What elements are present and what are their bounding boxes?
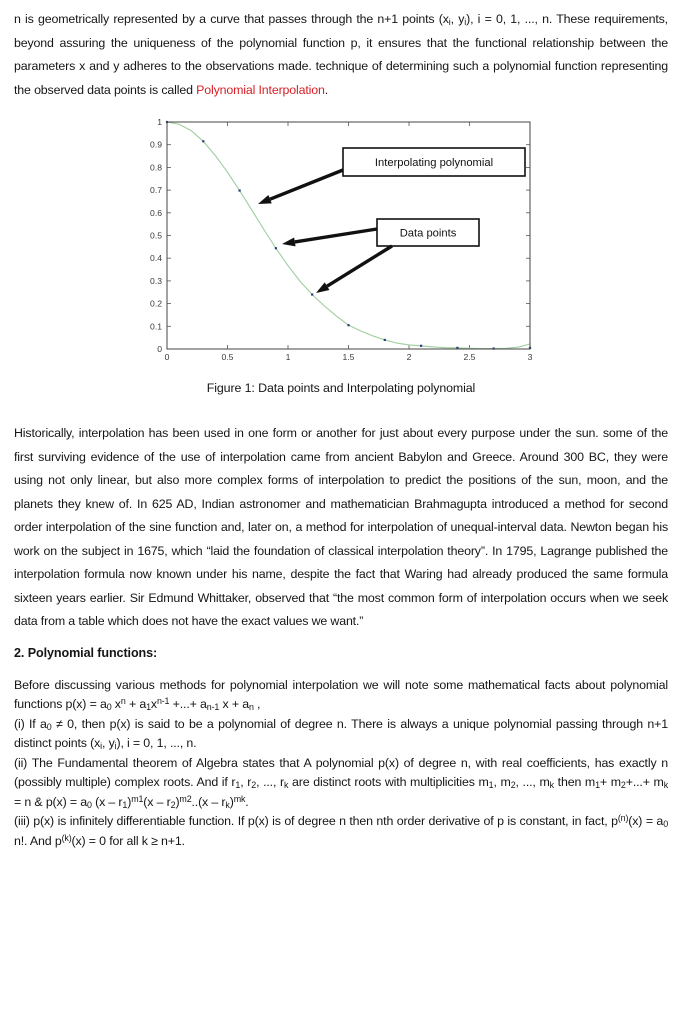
y-tick-label: 0.4 bbox=[150, 253, 162, 264]
figure-caption: Figure 1: Data points and Interpolating polynomial bbox=[206, 381, 476, 395]
y-tick-label: 0 bbox=[157, 344, 162, 354]
data-point-marker bbox=[202, 140, 204, 142]
data-point-marker bbox=[420, 345, 422, 347]
fact-i-paragraph: (i) If $a_0 \ne 0$, then p(x) is said to be a polynomial of degree n. There is always a unique polynomial passing through n+1 distinct points ($x_i$, $y_i$), i = 0, 1, ..., n. bbox=[14, 716, 669, 751]
x-tick-label: 3 bbox=[527, 352, 533, 362]
data-point-marker bbox=[384, 339, 386, 341]
data-point-marker bbox=[239, 189, 241, 191]
x-tick-label: 0.5 bbox=[221, 352, 234, 362]
data-point-marker bbox=[347, 324, 349, 326]
y-tick-label: 0.7 bbox=[150, 185, 162, 196]
data-point-marker bbox=[311, 293, 313, 295]
y-tick-label: 0.6 bbox=[150, 207, 162, 218]
y-tick-label: 0.9 bbox=[150, 139, 162, 150]
data-point-marker bbox=[275, 247, 277, 249]
intro-paragraph: n is geometrically represented by a curve that passes through the n+1 points ($x_i$, $y_i$), i = 0, 1, ..., n. These requirements, beyond assuring the uniqueness of the polynomial function p, it ensures that the functional relationship between the parameters x and y adheres to the observations made. technique of determining such a polynomial function representing the observed data points is called Polynomial Interpolation. bbox=[14, 12, 668, 97]
annotation-label-interpolating-polynomial: Interpolating polynomial bbox=[374, 157, 494, 170]
y-tick-label: 0.3 bbox=[150, 275, 162, 286]
x-tick-label: 2 bbox=[406, 352, 412, 362]
fact-ii-paragraph: (ii) The Fundamental theorem of Algebra states that A polynomial p(x) of degree n, with real coefficients, has exactly n (possibly multiple) complex roots. And if $r_1$, $r_2$, ..., $r_k$ are distinct roots with multiplicities $m_1$, $m_2$, ..., $m_k$ then $m_1+ m_2+...+ m_k = n$ & $p(x) = a_0$ $(x - r_1)^{m1}(x - r_2)^{m2}..(x - r_k)^{mk}$. bbox=[14, 755, 669, 810]
figure-1 bbox=[14, 102, 668, 398]
x-tick-label: 0 bbox=[164, 352, 170, 362]
y-tick-label: 0.8 bbox=[150, 162, 162, 173]
history-paragraph: Historically, interpolation has been used in one form or another for just about every purpose under the sun. some of the first surviving evidence of the use of interpolation came from ancient Babylon and Greece. Around 300 BC, they were using not only linear, but also more complex forms of interpolation to predict the positions of the sun, moon, and the planets they knew of. In 625 AD, Indian astronomer and mathematician Brahmagupta introduced a method for second order interpolation of the sine function and, later on, a method for interpolation of unequal-interval data. Newton began his work on the subject in 1675, which “laid the foundation of classical interpolation theory”. In 1795, Lagrange published the interpolation formula now known under his name, despite the fact that Waring had already produced the same formula sixteen years earlier. Sir Edmund Whittaker, observed that “the most common form of interpolation occurs when we seek data from a table which does not have the exact values we want.” bbox=[14, 426, 668, 628]
interpolation-chart bbox=[139, 116, 543, 372]
fact-iii-paragraph: (iii) p(x) is infinitely differentiable function. If p(x) is of degree n then nth order derivative of p is constant, in fact, $p^{(n)}(x) = a_0$ n!. And $p^{(k)}(x) = 0$ for all k ≥ n+1. bbox=[14, 812, 668, 848]
section-heading-polynomial-functions: 2. Polynomial functions: bbox=[14, 645, 158, 660]
x-tick-label: 1.5 bbox=[342, 352, 355, 362]
y-tick-label: 0.2 bbox=[150, 298, 162, 309]
x-tick-label: 1 bbox=[285, 352, 291, 362]
annotation-label-data-points: Data points bbox=[399, 227, 457, 240]
chart-figure bbox=[139, 116, 543, 372]
x-tick-label: 2.5 bbox=[463, 352, 476, 362]
y-tick-label: 0.5 bbox=[150, 230, 162, 241]
y-tick-label: 1 bbox=[157, 117, 162, 127]
facts-intro-paragraph: Before discussing various methods for polynomial interpolation we will note some mathematical facts about polynomial functions $p(x) = a_0$ $x^n + a_1x^{n-1}$ +...+ $a_{n-1}$ $x + a_n$ , bbox=[14, 677, 668, 712]
y-tick-label: 0.1 bbox=[150, 321, 162, 332]
